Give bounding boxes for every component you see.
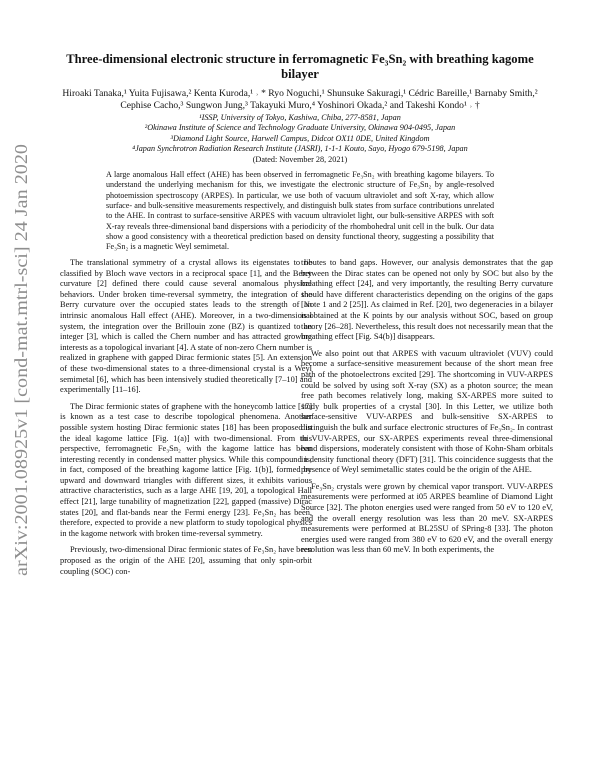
paragraph: Previously, two-dimensional Dirac fermionic states of Fe₃Sn₂ have been proposed as the origin of the AHE [20], assuming that only spin-orbit coupling (SOC) con- <box>60 545 312 576</box>
arxiv-stamp <box>8 140 34 580</box>
paragraph: The Dirac fermionic states of graphene with the honeycomb lattice [17] is known as a test case to describe topological phenomena. Another possible system hosting Dirac fermionic states [18] has been proposed in the ideal kagome lattice [Fig. 1(a)] with two-dimensional. From this perspective, ferromagnetic Fe₃Sn₂ with the kagome lattice has been interesting recently in condensed matter physics. While this compound is, in fact, composed of the breathing kagome lattice [Fig. 1(b)], formed by upward and downward triangles with different sizes, it exhibits various attractive characteristics, such as a large AHE [19, 20], a topological Hall effect [21], large tunability of magnetization [22], gapped (massive) Dirac states [20], and flat-bands near the Fermi energy [23]. Fe₃Sn₂ has been, therefore, expected to provide a new platform to study topological physics in the kagome network with broken time-reversal symmetry. <box>60 401 312 538</box>
paragraph: tributes to band gaps. However, our analysis demonstrates that the gap between the Dirac states can be opened not only by SOC but also by the breathing effect [24], and very importantly, the resulting Berry curvature should have different characteristics depending on the origins of the gaps [Note 1 and 2 [25]]. As claimed in Ref. [20], two degeneracies in a bilayer is obtained at the K points by our analysis without SOC, based on group theory [26–28]. Nevertheless, this result does not necessarily mean that the breathing effect [Fig. S4(b)] disappears. <box>301 258 553 342</box>
affiliations <box>62 113 538 155</box>
author-list: Hiroaki Tanaka,¹ Yuita Fujisawa,² Kenta Kuroda,¹ ˒ * Ryo Noguchi,¹ Shunsuke Sakuragi,¹ Cédric Bareille,¹ Barnaby Smith,² Cephise Cacho,³ Sungwon Jung,³ Takayuki Muro,⁴ Yoshinori Okada,² and Takeshi Kondo¹ ˒ † <box>62 88 538 111</box>
arxiv-stamp-text: arXiv:2001.08925v1 [cond-mat.mtrl-sci] 24 Jan 2020 <box>11 200 31 576</box>
affiliation-2: ²Okinawa Institute of Science and Technology Graduate University, Okinawa 904-0495, Japan <box>144 123 456 133</box>
right-column <box>301 258 553 556</box>
paper-title: Three-dimensional electronic structure in ferromagnetic Fe₃Sn₂ with breathing kagome bilayer <box>66 52 534 81</box>
paragraph: The translational symmetry of a crystal allows its eigenstates to be classified by Bloch wave vectors in a reciprocal space [1], and the Berry curvature [2] defined there could cause several anomalous physical behaviors. Under broken time-reversal symmetry, the integration of the Berry curvature over the occupied states leads to the strength of an intrinsic anomalous Hall effect (AHE). Moreover, in a two-dimensional system, the integration over the Brillouin zone (BZ) is quantized to an integer [3], which is called the Chern number and has attracted growing interests as a topological invariant [4]. A state of non-zero Chern number is realized in graphene with gapped Dirac fermionic states [5]. An extension of these two-dimensional states to a three-dimensional crystal is a Weyl semimetal [6], which has been intensively studied theoretically [7–10] and experimentally [11–16]. <box>60 258 312 395</box>
affiliation-1: ¹ISSP, University of Tokyo, Kashiwa, Chiba, 277-8581, Japan <box>199 113 401 122</box>
left-column <box>60 258 312 577</box>
paragraph: Fe₃Sn₂ crystals were grown by chemical vapor transport. VUV-ARPES measurements were performed at i05 ARPES beamline of Diamond Light Source [32]. The photon energies used were ranged from 50 eV to 120 eV, and the overall energy resolution was less than 20 meV. SX-ARPES measurements were performed at BL25SU of SPring-8 [33]. The photon energies used were ranged from 380 eV to 620 eV, and the overall energy resolution was less than 60 meV. In both experiments, the <box>301 481 553 555</box>
affiliation-3: ³Diamond Light Source, Harwell Campus, Didcot OX11 0DE, United Kingdom <box>170 133 430 143</box>
abstract: A large anomalous Hall effect (AHE) has been observed in ferromagnetic Fe₃Sn₂ with breathing kagome bilayers. To understand the underlying mechanism for this, we investigate the electronic structure of Fe₃Sn₂ by angle-resolved photoemission spectroscopy (ARPES). In particular, we use both of vacuum ultraviolet and soft X-ray, which allow surface- and bulk-sensitive measurements respectively, and distinguish bulk states from surface contributions unrelated to the AHE. In contrast to surface-sensitive ARPES with vacuum ultraviolet light, our bulk-sensitive ARPES with soft X-ray reveals three-dimensional band dispersions with a periodicity of the rhombohedral unit cell in the bulk. Our data show a good consistency with a theoretical prediction based on density functional theory, suggesting a possibility that Fe₃Sn₂ is a magnetic Weyl semimetal. <box>106 170 494 252</box>
date-line: (Dated: November 28, 2021) <box>252 155 348 164</box>
paragraph: We also point out that ARPES with vacuum ultraviolet (VUV) could become a surface-sensitive measurement because of the short mean free path of the photoelectrons excited [29]. The shortcoming in VUV-ARPES could be solved by using soft X-ray (SX) as a photon source; the mean free path becomes relatively long, making SX-ARPES more suited to study bulk properties of a crystal [30]. In this Letter, we utilize both surface-sensitive VUV-ARPES and bulk-sensitive SX-ARPES to distinguish the bulk and surface electronic structures of Fe₃Sn₂. In contrast to VUV-ARPES, our SX-ARPES experiments reveal three-dimensional band dispersions, moderately consistent with those of Kohn-Sham orbitals in density functional theory (DFT) [31]. This coincidence suggests that the presence of Weyl semimetallic states could be the origin of the AHE. <box>301 348 553 475</box>
affiliation-4: ⁴Japan Synchrotron Radiation Research Institute (JASRI), 1-1-1 Kouto, Sayo, Hyogo 679-5198, Japan <box>132 144 468 154</box>
